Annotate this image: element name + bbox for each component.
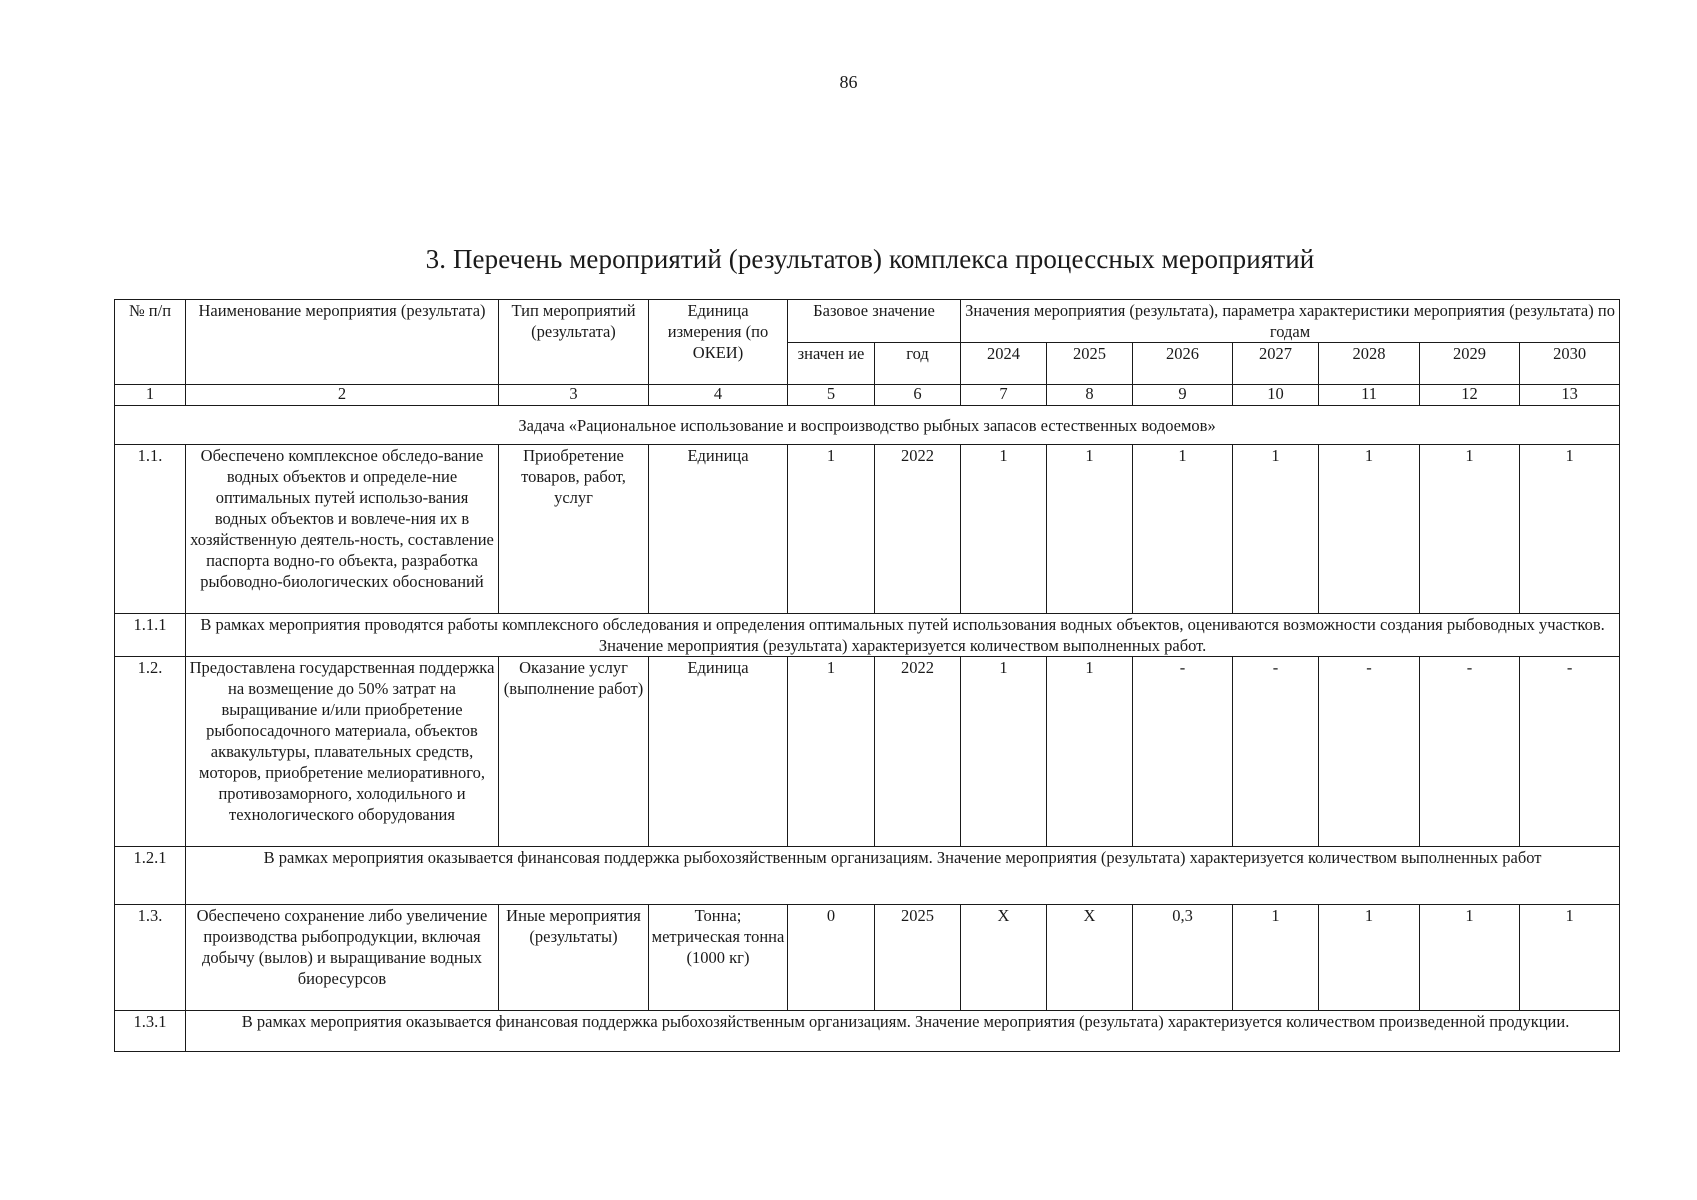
row-year-value: 1 xyxy=(1233,905,1319,1011)
header-name: Наименование мероприятия (результата) xyxy=(186,300,499,385)
row-year-value: - xyxy=(1420,657,1520,847)
header-base-value: значен ие xyxy=(788,343,875,385)
header-year: 2024 xyxy=(961,343,1047,385)
column-number: 10 xyxy=(1233,385,1319,406)
row-name: Обеспечено сохранение либо увеличение производства рыбопродукции, включая добычу (вылов) и выращивание водных биоресурсов xyxy=(186,905,499,1011)
table-row xyxy=(115,657,1620,847)
row-year-value: 1 xyxy=(1233,445,1319,614)
row-year-value: 1 xyxy=(961,657,1047,847)
row-year-value: 1 xyxy=(1133,445,1233,614)
header-year: 2028 xyxy=(1319,343,1420,385)
measures-table xyxy=(114,299,1620,1052)
detail-text: В рамках мероприятия оказывается финансовая поддержка рыбохозяйственным организациям. Значение мероприятия (результата) характеризуется количеством выполненных работ xyxy=(186,847,1620,905)
row-year-value: 1 xyxy=(1520,445,1620,614)
row-year-value: - xyxy=(1319,657,1420,847)
row-year-value: 0,3 xyxy=(1133,905,1233,1011)
row-name: Предоставлена государственная поддержка на возмещение до 50% затрат на выращивание и/или приобретение рыбопосадочного материала, объектов аквакультуры, плавательных средств, моторов, приобретение мелиоративного, противозаморного, холодильного и технологического оборудования xyxy=(186,657,499,847)
header-unit: Единица измерения (по ОКЕИ) xyxy=(649,300,788,385)
row-num: 1.3. xyxy=(115,905,186,1011)
row-unit: Единица xyxy=(649,445,788,614)
row-type: Приобретение товаров, работ, услуг xyxy=(499,445,649,614)
detail-row xyxy=(115,1011,1620,1052)
detail-text: В рамках мероприятия проводятся работы комплексного обследования и определения оптимальных путей использования водных объектов, оцениваются возможности создания рыбоводных участков. Значение мероприятия (результата) характеризуется количеством выполненных работ. xyxy=(186,614,1620,657)
row-year-value: 1 xyxy=(1319,445,1420,614)
header-num: № п/п xyxy=(115,300,186,385)
row-num: 1.1. xyxy=(115,445,186,614)
header-row xyxy=(115,300,1620,343)
column-number: 7 xyxy=(961,385,1047,406)
column-number: 8 xyxy=(1047,385,1133,406)
header-type: Тип мероприятий (результата) xyxy=(499,300,649,385)
header-year: 2030 xyxy=(1520,343,1620,385)
table-row xyxy=(115,905,1620,1011)
column-number: 5 xyxy=(788,385,875,406)
task-row xyxy=(115,406,1620,445)
row-type: Оказание услуг (выполнение работ) xyxy=(499,657,649,847)
task-heading: Задача «Рациональное использование и воспроизводство рыбных запасов естественных водоемов» xyxy=(115,406,1620,445)
row-year-value: 1 xyxy=(961,445,1047,614)
row-year-value: 1 xyxy=(1047,657,1133,847)
row-year-value: X xyxy=(961,905,1047,1011)
row-year-value: - xyxy=(1133,657,1233,847)
row-name: Обеспечено комплексное обследо-вание водных объектов и определе-ние оптимальных путей использо-вания водных объектов и вовлече-ния их в хозяйственную деятель-ность, составление паспорта водно-го объекта, разработка рыбоводно-биологических обоснований xyxy=(186,445,499,614)
header-base: Базовое значение xyxy=(788,300,961,343)
row-year-value: X xyxy=(1047,905,1133,1011)
header-year: 2025 xyxy=(1047,343,1133,385)
table-row xyxy=(115,445,1620,614)
row-base-value: 1 xyxy=(788,657,875,847)
header-year: 2027 xyxy=(1233,343,1319,385)
column-number: 12 xyxy=(1420,385,1520,406)
row-year-value: 1 xyxy=(1420,905,1520,1011)
column-number: 9 xyxy=(1133,385,1233,406)
row-year-value: - xyxy=(1520,657,1620,847)
row-year-value: 1 xyxy=(1319,905,1420,1011)
detail-num: 1.1.1 xyxy=(115,614,186,657)
row-year-value: 1 xyxy=(1047,445,1133,614)
column-numbers-row xyxy=(115,385,1620,406)
row-year-value: 1 xyxy=(1420,445,1520,614)
detail-num: 1.2.1 xyxy=(115,847,186,905)
detail-row xyxy=(115,614,1620,657)
row-year-value: 1 xyxy=(1520,905,1620,1011)
header-values-by-year: Значения мероприятия (результата), параметра характеристики мероприятия (результата) по годам xyxy=(961,300,1620,343)
header-year: 2029 xyxy=(1420,343,1520,385)
column-number: 2 xyxy=(186,385,499,406)
row-base-year: 2022 xyxy=(875,657,961,847)
row-unit: Тонна; метрическая тонна (1000 кг) xyxy=(649,905,788,1011)
row-num: 1.2. xyxy=(115,657,186,847)
header-year: 2026 xyxy=(1133,343,1233,385)
row-unit: Единица xyxy=(649,657,788,847)
row-base-value: 0 xyxy=(788,905,875,1011)
row-year-value: - xyxy=(1233,657,1319,847)
column-number: 4 xyxy=(649,385,788,406)
document-title: 3. Перечень мероприятий (результатов) комплекса процессных мероприятий xyxy=(425,244,1315,274)
column-number: 1 xyxy=(115,385,186,406)
page-number: 86 xyxy=(839,72,858,92)
column-number: 3 xyxy=(499,385,649,406)
header-base-year: год xyxy=(875,343,961,385)
row-base-value: 1 xyxy=(788,445,875,614)
row-base-year: 2022 xyxy=(875,445,961,614)
column-number: 6 xyxy=(875,385,961,406)
column-number: 11 xyxy=(1319,385,1420,406)
row-base-year: 2025 xyxy=(875,905,961,1011)
detail-text: В рамках мероприятия оказывается финансовая поддержка рыбохозяйственным организациям. Значение мероприятия (результата) характеризуется количеством произведенной продукции. xyxy=(186,1011,1620,1052)
detail-row xyxy=(115,847,1620,905)
column-number: 13 xyxy=(1520,385,1620,406)
detail-num: 1.3.1 xyxy=(115,1011,186,1052)
row-type: Иные мероприятия (результаты) xyxy=(499,905,649,1011)
